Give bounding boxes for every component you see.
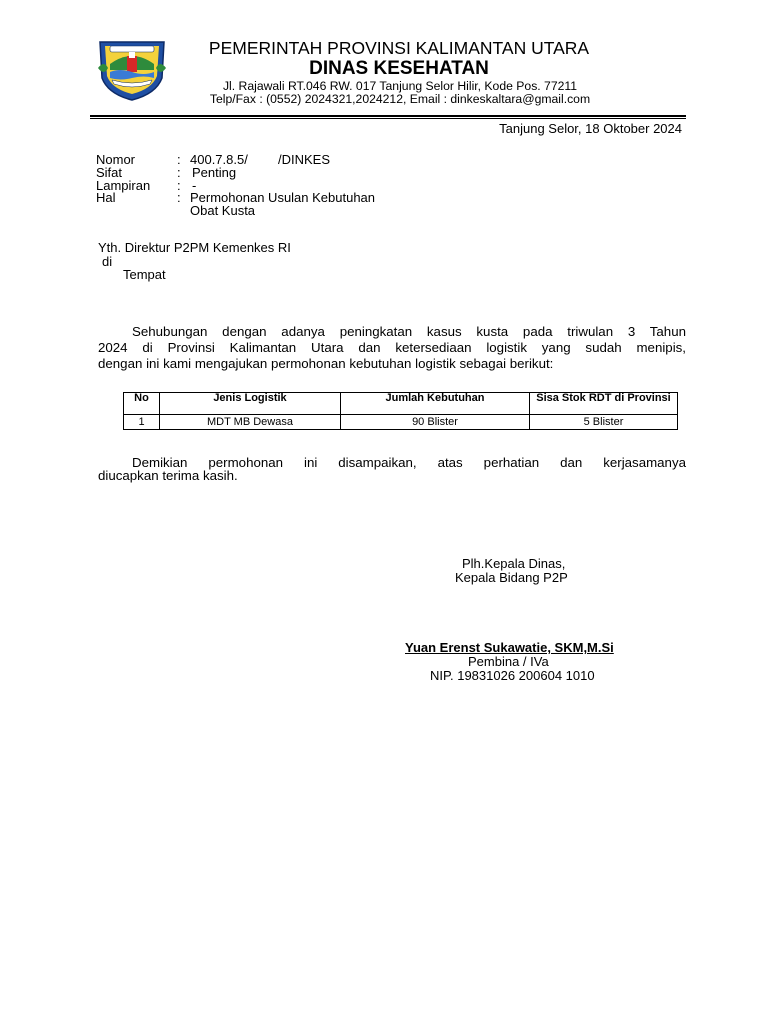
cell-no: 1: [124, 415, 160, 430]
signature-nip: NIP. 19831026 200604 1010: [430, 668, 595, 683]
letterhead-government-name: PEMERINTAH PROVINSI KALIMANTAN UTARA: [208, 38, 590, 58]
lampiran-label: Lampiran: [96, 178, 151, 193]
header-no: No: [124, 393, 160, 415]
letter-date: Tanjung Selor, 18 Oktober 2024: [499, 121, 682, 136]
signature-title2: Kepala Bidang P2P: [455, 570, 568, 585]
cell-jenis-logistik: MDT MB Dewasa: [160, 415, 341, 430]
cell-sisa-stok: 5 Blister: [530, 415, 678, 430]
logistics-table: [123, 392, 678, 430]
hal-separator: :: [177, 190, 181, 205]
header-sisa-stok: Sisa Stok RDT di Provinsi: [530, 393, 678, 415]
nomor-value: 400.7.8.5/: [190, 152, 248, 167]
signature-name: Yuan Erenst Sukawatie, SKM,M.Si: [405, 640, 614, 655]
signature-rank: Pembina / IVa: [468, 654, 549, 669]
letterhead-divider-thick: [90, 115, 686, 117]
body-paragraph2-line2: diucapkan terima kasih.: [98, 468, 238, 483]
recipient-line3: Tempat: [123, 267, 166, 282]
body-paragraph1-line1: Sehubungan dengan adanya peningkatan kasus kusta pada triwulan 3 Tahun: [132, 324, 686, 339]
table-row: [124, 415, 678, 430]
body-paragraph1-line3: dengan ini kami mengajukan permohonan kebutuhan logistik sebagai berikut:: [98, 356, 554, 371]
sifat-label: Sifat: [96, 165, 123, 180]
body-paragraph2-line1: Demikian permohonan ini disampaikan, atas perhatian dan kerjasamanya: [132, 455, 686, 470]
cell-jumlah-kebutuhan: 90 Blister: [341, 415, 530, 430]
nomor-value-suffix: /DINKES: [278, 152, 331, 167]
body-paragraph1-line2: 2024 di Provinsi Kalimantan Utara dan ketersediaan logistik yang sudah menipis,: [98, 340, 686, 355]
nomor-label: Nomor: [96, 152, 136, 167]
recipient-line2: di: [102, 254, 113, 269]
nomor-separator: :: [177, 152, 181, 167]
hal-label: Hal: [96, 190, 116, 205]
letterhead-address: Jl. Rajawali RT.046 RW. 017 Tanjung Selor Hilir, Kode Pos. 77211: [222, 79, 578, 93]
sifat-value: Penting: [192, 165, 237, 180]
province-emblem-logo: [96, 38, 168, 102]
letterhead-agency-name: DINAS KESEHATAN: [309, 58, 489, 79]
header-jenis-logistik: Jenis Logistik: [160, 393, 341, 415]
signature-title1: Plh.Kepala Dinas,: [462, 556, 566, 571]
sifat-separator: :: [177, 165, 181, 180]
letterhead-divider-thin: [90, 118, 686, 119]
hal-value-line1: Permohonan Usulan Kebutuhan: [190, 190, 376, 205]
letterhead-contact: Telp/Fax : (0552) 2024321,2024212, Email : dinkeskaltara@gmail.com: [209, 92, 591, 106]
lampiran-value: -: [192, 178, 197, 193]
table-header-row: [124, 393, 678, 415]
recipient-line1: Yth. Direktur P2PM Kemenkes RI: [98, 240, 291, 255]
header-jumlah-kebutuhan: Jumlah Kebutuhan: [341, 393, 530, 415]
lampiran-separator: :: [177, 178, 181, 193]
hal-value-line2: Obat Kusta: [190, 203, 256, 218]
